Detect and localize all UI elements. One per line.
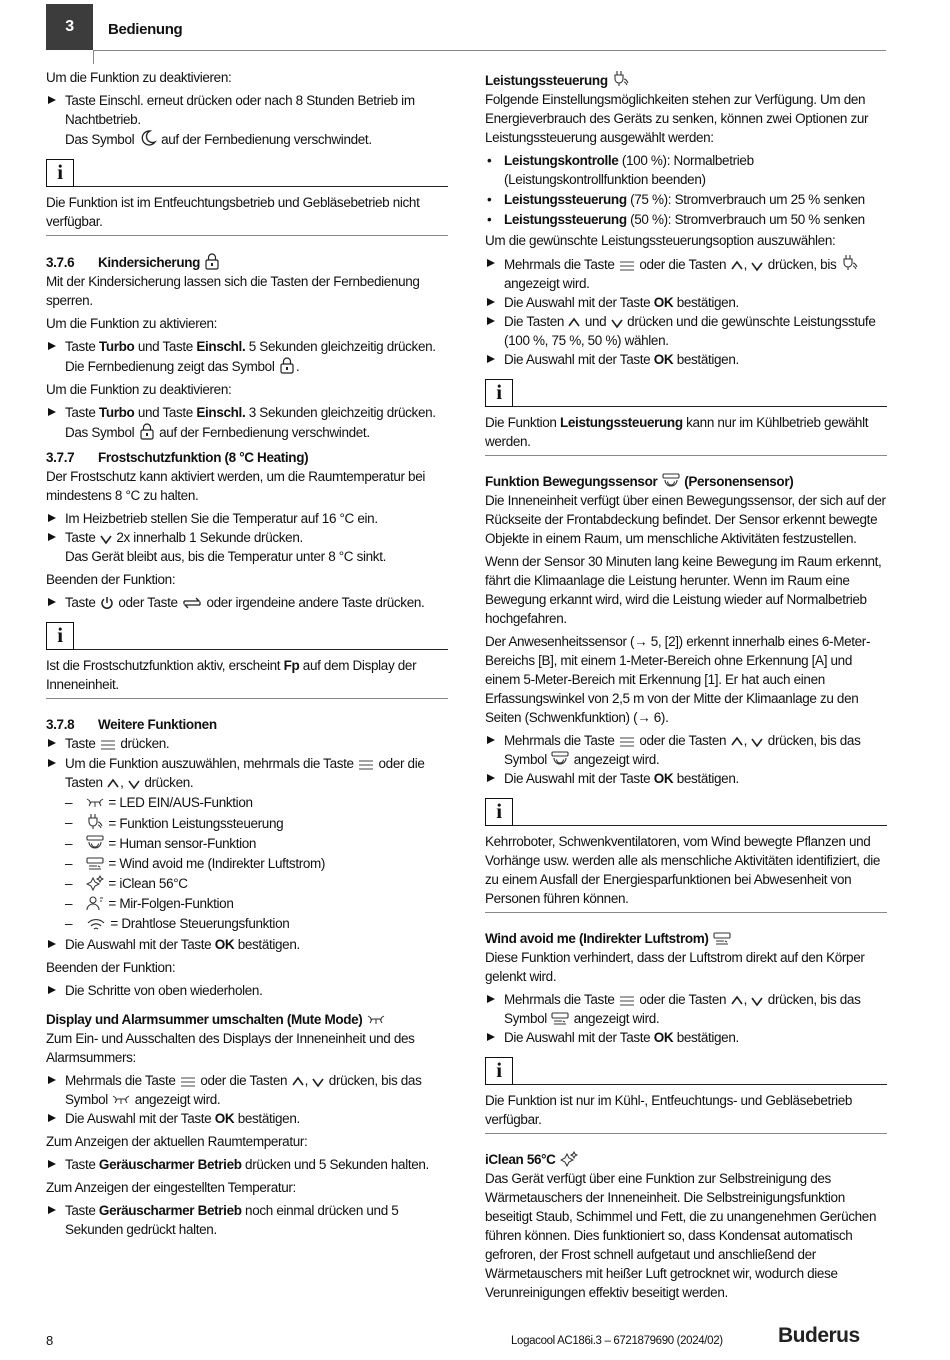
paragraph: Zum Anzeigen der eingestellten Temperatur: xyxy=(46,1180,296,1195)
chapter-title: Bedienung xyxy=(108,21,183,38)
menu-icon xyxy=(358,759,374,771)
menu-icon xyxy=(619,995,635,1007)
step: Die Tasten und drücken und die gewünschte Leistungsstufe (100 %, 75 %, 50 %) wählen. xyxy=(485,312,887,350)
left-column xyxy=(46,68,448,1239)
led-icon xyxy=(367,1015,385,1027)
paragraph: Um die Funktion zu deaktivieren: xyxy=(46,70,232,85)
moon-icon xyxy=(139,129,157,147)
step: Taste 2x innerhalb 1 Sekunde drücken. Das Gerät bleibt aus, bis die Temperatur unter 8 °C sinkt. xyxy=(46,528,448,566)
list-item: – = Funktion Leistungssteuerung xyxy=(46,813,448,833)
info-icon: i xyxy=(46,159,74,187)
list-item: – = Human sensor-Funktion xyxy=(46,834,448,853)
led-icon xyxy=(112,1095,130,1107)
section-heading: 3.7.7 Frostschutzfunktion (8 °C Heating) xyxy=(46,450,309,465)
paragraph: Beenden der Funktion: xyxy=(46,572,176,587)
section-heading: 3.7.6 Kindersicherung xyxy=(46,252,448,272)
info-text: Die Funktion ist im Entfeuchtungsbetrieb und Gebläsebetrieb nicht verfügbar. xyxy=(46,187,448,236)
chevron-down-icon xyxy=(128,778,140,790)
step: Die Auswahl mit der Taste OK bestätigen. xyxy=(46,935,448,954)
info-text: Ist die Frostschutzfunktion aktiv, erscheint Fp auf dem Display der Inneneinheit. xyxy=(46,650,448,699)
led-icon xyxy=(86,798,104,810)
bullet-item: • Leistungskontrolle (100 %): Normalbetrieb (Leistungskontrollfunktion beenden) xyxy=(485,151,887,189)
follow-me-icon xyxy=(86,895,104,911)
paragraph: Die Inneneinheit verfügt über einen Bewegungssensor, der sich auf der Rückseite der Frontabdeckung befindet. Der Sensor erkennt bewegte Objekte in einem Raum, um menschliche Aktivitäten festzustellen. xyxy=(485,493,886,546)
paragraph: Wenn der Sensor 30 Minuten lang keine Bewegung im Raum erkennt, fährt die Klimaanlage die Leistung herunter. Wenn im Raum eine Bewegung erkannt wird, wird die Leistung wieder auf Normalbetrieb hochgefahren. xyxy=(485,554,882,626)
power-control-icon xyxy=(612,70,630,88)
step: Taste Turbo und Taste Einschl. 5 Sekunden gleichzeitig drücken. Die Fernbedienung zeigt das Symbol . xyxy=(46,337,448,376)
info-box xyxy=(46,622,448,699)
step: Mehrmals die Taste oder die Tasten , drücken, bis das Symbol angezeigt wird. xyxy=(485,990,887,1028)
chevron-down-icon xyxy=(100,533,112,545)
section-heading: Display und Alarmsummer umschalten (Mute Mode) xyxy=(46,1010,448,1029)
lock-icon xyxy=(279,356,295,374)
section-heading: Wind avoid me (Indirekter Luftstrom) xyxy=(485,929,887,948)
paragraph: Um die gewünschte Leistungssteuerungsoption auszuwählen: xyxy=(485,233,836,248)
info-icon: i xyxy=(485,379,513,407)
menu-icon xyxy=(180,1076,196,1088)
paragraph: Zum Anzeigen der aktuellen Raumtemperatur: xyxy=(46,1134,308,1149)
chevron-up-icon xyxy=(731,995,743,1007)
chevron-up-icon xyxy=(107,778,119,790)
chevron-up-icon xyxy=(731,736,743,748)
step: Taste Geräuscharmer Betrieb noch einmal drücken und 5 Sekunden gedrückt halten. xyxy=(46,1201,448,1239)
paragraph: Folgende Einstellungsmöglichkeiten stehen zur Verfügung. Um den Energieverbrauch des Geräts zu senken, können zwei Optionen zur Leistungssteuerung ausgewählt werden: xyxy=(485,92,869,145)
page-number: 8 xyxy=(46,1333,53,1348)
iclean-icon xyxy=(86,875,104,891)
header-stub xyxy=(93,50,94,64)
step: Taste Turbo und Taste Einschl. 3 Sekunden gleichzeitig drücken. Das Symbol auf der Fernbedienung verschwindet. xyxy=(46,403,448,442)
info-icon: i xyxy=(485,798,513,826)
info-text: Die Funktion ist nur im Kühl-, Entfeuchtungs- und Gebläsebetrieb verfügbar. xyxy=(485,1085,887,1134)
step: Im Heizbetrieb stellen Sie die Temperatur auf 16 °C ein. xyxy=(46,509,448,528)
document-reference: Logacool AC186i.3 – 6721879690 (2024/02) xyxy=(511,1335,723,1347)
section-heading: 3.7.8 Weitere Funktionen xyxy=(46,717,217,732)
menu-icon xyxy=(619,736,635,748)
section-heading: iClean 56°C xyxy=(485,1150,887,1169)
chevron-up-icon xyxy=(568,317,580,329)
info-box xyxy=(485,379,887,456)
paragraph: Mit der Kindersicherung lassen sich die Tasten der Fernbedienung sperren. xyxy=(46,274,420,308)
menu-icon xyxy=(100,739,116,751)
step: Mehrmals die Taste oder die Tasten , drücken, bis das Symbol angezeigt wird. xyxy=(485,731,887,769)
lock-icon xyxy=(204,252,220,270)
human-sensor-icon xyxy=(662,473,680,489)
step: Die Auswahl mit der Taste OK bestätigen. xyxy=(46,1109,448,1128)
info-box xyxy=(46,159,448,236)
paragraph: Der Anwesenheitssensor (→ 5, [2]) erkennt innerhalb eines 6-Meter-Bereichs [B], mit einem 1-Meter-Bereich ohne Erkennung [A] und einem 5-Meter-Bereich mit Erkennung [1]. Er hat auch einen Erfassungswinkel von 2,5 m von der Mitte der Klimaanlage zu den Seiten (Schwenkfunktion) (→ 6). xyxy=(485,634,871,725)
paragraph: Zum Ein- und Ausschalten des Displays der Inneneinheit und des Alarmsummers: xyxy=(46,1031,415,1065)
list-item: – = Mir-Folgen-Funktion xyxy=(46,894,448,913)
bullet-item: • Leistungssteuerung (50 %): Stromverbrauch um 50 % senken xyxy=(485,210,887,229)
brand-logo: Buderus xyxy=(778,1324,860,1347)
step: Mehrmals die Taste oder die Tasten , drücken, bis das Symbol angezeigt wird. xyxy=(46,1071,448,1109)
info-text: Kehrroboter, Schwenkventilatoren, vom Wind bewegte Pflanzen und Vorhänge usw. werden alle als menschliche Aktivitäten identifiziert, die zu einem Ausfall der Energiesparfunktionen bei Abwesenheit von Personen führen können. xyxy=(485,826,887,913)
step: Die Auswahl mit der Taste OK bestätigen. xyxy=(485,1028,887,1047)
info-icon: i xyxy=(46,622,74,650)
step: Taste Einschl. erneut drücken oder nach 8 Stunden Betrieb im Nachtbetrieb. Das Symbol auf der Fernbedienung verschwindet. xyxy=(46,91,448,149)
chevron-down-icon xyxy=(751,260,763,272)
step: Um die Funktion auszuwählen, mehrmals die Taste oder die Tasten , drücken. xyxy=(46,754,448,792)
chevron-down-icon xyxy=(611,317,623,329)
step: Mehrmals die Taste oder die Tasten , drücken, bis angezeigt wird. xyxy=(485,254,887,293)
list-item: – = Drahtlose Steuerungsfunktion xyxy=(46,914,448,933)
step: Taste drücken. xyxy=(46,734,448,753)
header-rule xyxy=(93,50,886,51)
info-box xyxy=(485,798,887,913)
mode-icon xyxy=(182,596,202,610)
step: Die Schritte von oben wiederholen. xyxy=(46,981,448,1000)
chevron-down-icon xyxy=(751,995,763,1007)
human-sensor-icon xyxy=(551,751,569,767)
step: Taste Geräuscharmer Betrieb drücken und 5 Sekunden halten. xyxy=(46,1155,448,1174)
info-box xyxy=(485,1057,887,1134)
power-icon xyxy=(100,596,114,610)
wireless-icon xyxy=(86,917,106,931)
menu-icon xyxy=(619,260,635,272)
list-item: – = Wind avoid me (Indirekter Luftstrom) xyxy=(46,854,448,873)
chevron-down-icon xyxy=(312,1076,324,1088)
section-heading: Funktion Bewegungssensor (Personensensor) xyxy=(485,474,794,489)
chevron-down-icon xyxy=(751,736,763,748)
list-item: – = LED EIN/AUS-Funktion xyxy=(46,793,448,812)
bullet-item: • Leistungssteuerung (75 %): Stromverbrauch um 25 % senken xyxy=(485,190,887,209)
paragraph: Diese Funktion verhindert, dass der Luftstrom direkt auf den Körper gelenkt wird. xyxy=(485,950,865,984)
paragraph: Um die Funktion zu aktivieren: xyxy=(46,316,218,331)
power-control-icon xyxy=(841,254,859,272)
chapter-number: 3 xyxy=(46,4,93,50)
paragraph: Der Frostschutz kann aktiviert werden, um die Raumtemperatur bei mindestens 8 °C zu halten. xyxy=(46,469,426,503)
step: Die Auswahl mit der Taste OK bestätigen. xyxy=(485,293,887,312)
section-heading: Leistungssteuerung xyxy=(485,70,887,90)
power-control-icon xyxy=(86,813,104,831)
step: Die Auswahl mit der Taste OK bestätigen. xyxy=(485,350,887,369)
chevron-up-icon xyxy=(731,260,743,272)
right-column xyxy=(485,68,887,1306)
iclean-icon xyxy=(560,1151,578,1167)
step: Die Auswahl mit der Taste OK bestätigen. xyxy=(485,769,887,788)
chevron-up-icon xyxy=(292,1076,304,1088)
info-icon: i xyxy=(485,1057,513,1085)
step: Taste oder Taste oder irgendeine andere Taste drücken. xyxy=(46,593,448,612)
wind-avoid-icon xyxy=(713,932,731,946)
info-text: Die Funktion Leistungssteuerung kann nur im Kühlbetrieb gewählt werden. xyxy=(485,407,887,456)
list-item: – = iClean 56°C xyxy=(46,874,448,893)
lock-icon xyxy=(139,422,155,440)
wind-avoid-icon xyxy=(86,857,104,871)
wind-avoid-icon xyxy=(551,1012,569,1026)
paragraph: Beenden der Funktion: xyxy=(46,960,176,975)
paragraph: Um die Funktion zu deaktivieren: xyxy=(46,382,232,397)
paragraph: Das Gerät verfügt über eine Funktion zur Selbstreinigung des Wärmetauschers der Inneneinheit. Die Selbstreinigungsfunktion beseitigt Staub, Schimmel und Fett, die zu unangenehmen Gerüchen führen können. Dies funktioniert so, dass Kondensat automatisch gefroren, der Frost schnell aufgetaut und anschließend der Wärmetauschers mit heißer Luft getrocknet wir, wodurch diese Verunreinigungen effektiv beseitigt werden. xyxy=(485,1171,877,1300)
human-sensor-icon xyxy=(86,835,104,851)
